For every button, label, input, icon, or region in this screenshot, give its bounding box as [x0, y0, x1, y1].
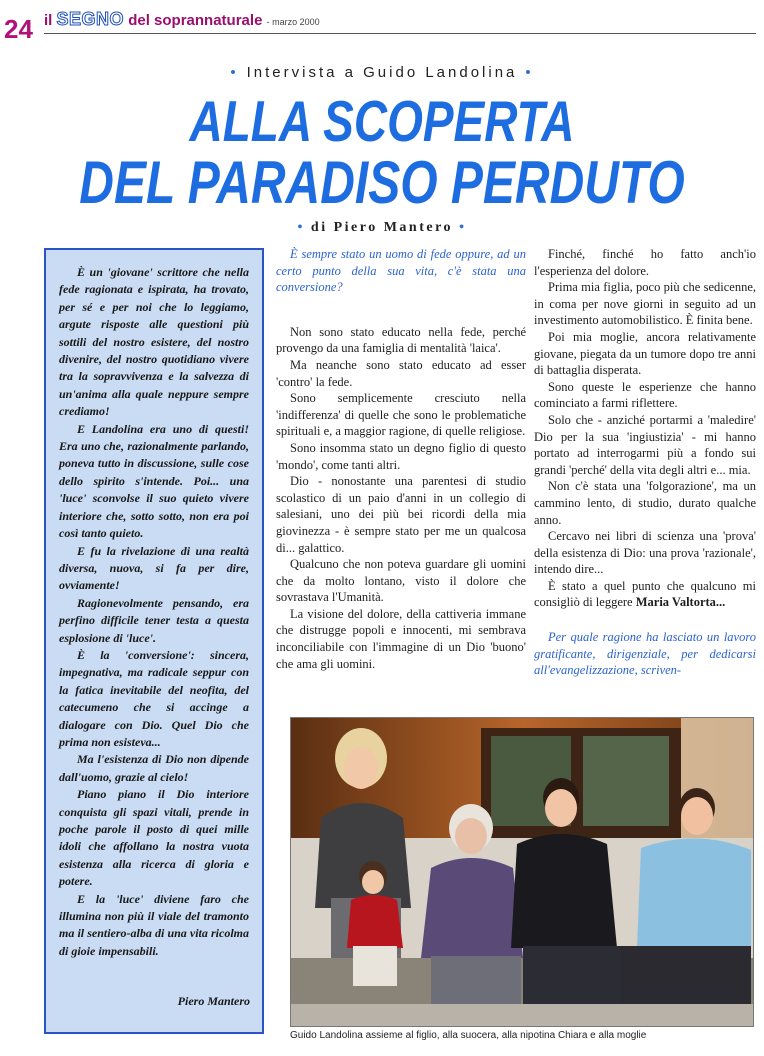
interview-question: Per quale ragione ha lasciato un lavoro gratificante, dirigenziale, per dedicarsi all'evangelizzazione, scriven- — [534, 630, 756, 678]
byline-text: di Piero Mantero — [310, 220, 454, 235]
page-number: 24 — [4, 14, 33, 44]
answer-paragraph: Finché, finché ho fatto anch'io l'esperienza del dolore. — [534, 247, 756, 278]
sidebar-paragraph: È la 'conversione': sincera, impegnativa, ma radicale seppur con la fatica inevitabile del neofita, del catecumeno che si accinge a dialogare con Dio. Quel Dio che prima non esisteva... — [59, 647, 249, 749]
family-photo — [290, 717, 754, 1027]
bullet-icon: • — [459, 220, 467, 235]
article-column-3 — [534, 246, 756, 679]
bullet-icon: • — [230, 64, 239, 81]
sidebar-paragraph: Ragionevolmente pensando, era perfino difficile tener testa a questa esplosione di 'luce'. — [59, 595, 249, 645]
answer-paragraph: Sono insomma stato un degno figlio di questo 'mondo', come tanti altri. — [276, 440, 526, 472]
answer-paragraph: Sono queste le esperienze che hanno cominciato a farmi riflettere. — [534, 379, 756, 411]
answer-paragraph: Dio - nonostante una parentesi di studio scolastico di un paio d'anni in un collegio di salesiani, uno dei più bei ricordi della mia giovinezza - è sempre stato per me un qualcosa di... galattico. — [276, 474, 526, 555]
bullet-icon: • — [525, 64, 534, 81]
answer-paragraph: Prima mia figlia, poco più che sedicenne, in coma per nove giorni in seguito ad un investimento automobilistico. È finita bene. — [534, 280, 756, 328]
answer-paragraph: Cercavo nei libri di scienza una 'prova' della esistenza di Dio: una prova 'razionale', intendo dire... — [534, 529, 756, 577]
article-title-line-2: DEL PARADISO PERDUTO — [79, 150, 685, 217]
magazine-suffix: del soprannaturale — [128, 12, 263, 29]
photo-caption: Guido Landolina assieme al figlio, alla suocera, alla nipotina Chiara e alla moglie — [290, 1030, 647, 1041]
answer-paragraph: Sono semplicemente cresciuto nella 'indifferenza' di quelle che sono le problematiche spirituali e, a maggior ragione, di quelle religiose. — [276, 391, 526, 439]
sidebar-paragraph: È un 'giovane' scrittore che nella fede ragionata e ispirata, ha trovato, per sé e per noi che lo leggiamo, argute risposte alle questioni più sottili del nostro esistere, del nostro divenire, del nostro quotidiano vivere tra la sopravvivenza e la salvezza di un'anima alla quale neppure sempre crediamo! — [59, 265, 249, 419]
sidebar-paragraph: Ma l'esistenza di Dio non dipende dall'uomo, grazie al cielo! — [59, 752, 249, 784]
answer-paragraph: Non c'è stata una 'folgorazione', ma un cammino lento, di studio, durato qualche anno. — [534, 479, 756, 527]
sidebar-paragraph: E fu la rivelazione di una realtà diversa, nuova, si fa per dire, ovviamente! — [59, 543, 249, 593]
intro-sidebar — [44, 248, 264, 1034]
page-header — [0, 0, 764, 44]
article-kicker — [0, 64, 764, 81]
bullet-icon: • — [297, 220, 305, 235]
interview-question: È sempre stato un uomo di fede oppure, ad un certo punto della sua vita, c'è stata una conversione? — [276, 247, 526, 295]
sidebar-paragraph: E la 'luce' diviene faro che illumina non più il viale del tramonto ma il sentiero-alba di una vita ricolma di gioie impensabili. — [59, 891, 249, 958]
family-photo-illustration — [291, 718, 754, 1027]
magazine-name — [44, 9, 320, 30]
issue-date: - marzo 2000 — [266, 17, 320, 27]
answer-paragraph: Non sono stato educato nella fede, perché provengo da una famiglia di mentalità 'laica'. — [276, 324, 526, 356]
author-reference: Maria Valtorta... — [635, 595, 726, 610]
sidebar-paragraph: E Landolina era uno di questi! Era uno che, razionalmente parlando, poneva tutto in discussione, sulle cose dello spirito s'intende. Poi... una 'luce' sconvolse il suo quieto vivere interiore che, sotto sotto, non era poi così tanto quieto. — [59, 421, 249, 541]
kicker-text: Intervista a Guido Landolina — [246, 64, 518, 81]
magazine-prefix: il — [44, 12, 53, 29]
answer-text: È stato a quel punto che qualcuno mi consigliò di leggere — [534, 578, 756, 610]
magazine-logo-segno: SEGNO — [56, 9, 125, 29]
sidebar-paragraph: Piano piano il Dio interiore conquista gli spazi vitali, prende in poche parole il posto di quei mille idoli che affollano la nostra vuota esistenza alla ricerca di gloria e potere. — [59, 787, 249, 889]
header-divider — [44, 33, 756, 34]
answer-paragraph: Poi mia moglie, ancora relativamente giovane, piegata da un tumore dopo tre anni di battaglia disperata. — [534, 329, 756, 378]
answer-paragraph: La visione del dolore, della cattiveria immane che distrugge popoli e innocenti, mi sembrava inconciliabile con l'immagine di un Dio 'buono' che ama gli uomini. — [276, 606, 526, 671]
sidebar-signature: Piero Mantero — [177, 993, 250, 1008]
article-byline — [0, 220, 764, 236]
answer-paragraph: Qualcuno che non poteva guardare gli uomini che da molto lontano, visto il dolore che sovrastava l'Umanità. — [276, 557, 526, 605]
answer-paragraph: Solo che - anziché portarmi a 'maledire' Dio per la sua 'ingiustizia' - mi hanno portato ad interrogarmi più a fondo sui grandi 'perché' della vita degli altri e... mia. — [534, 412, 756, 477]
article-title-line-1: ALLA SCOPERTA — [189, 88, 575, 154]
answer-paragraph: Ma neanche sono stato educato ad esser 'contro' la fede. — [276, 357, 526, 389]
article-column-2 — [276, 246, 526, 672]
answer-paragraph — [534, 578, 756, 611]
